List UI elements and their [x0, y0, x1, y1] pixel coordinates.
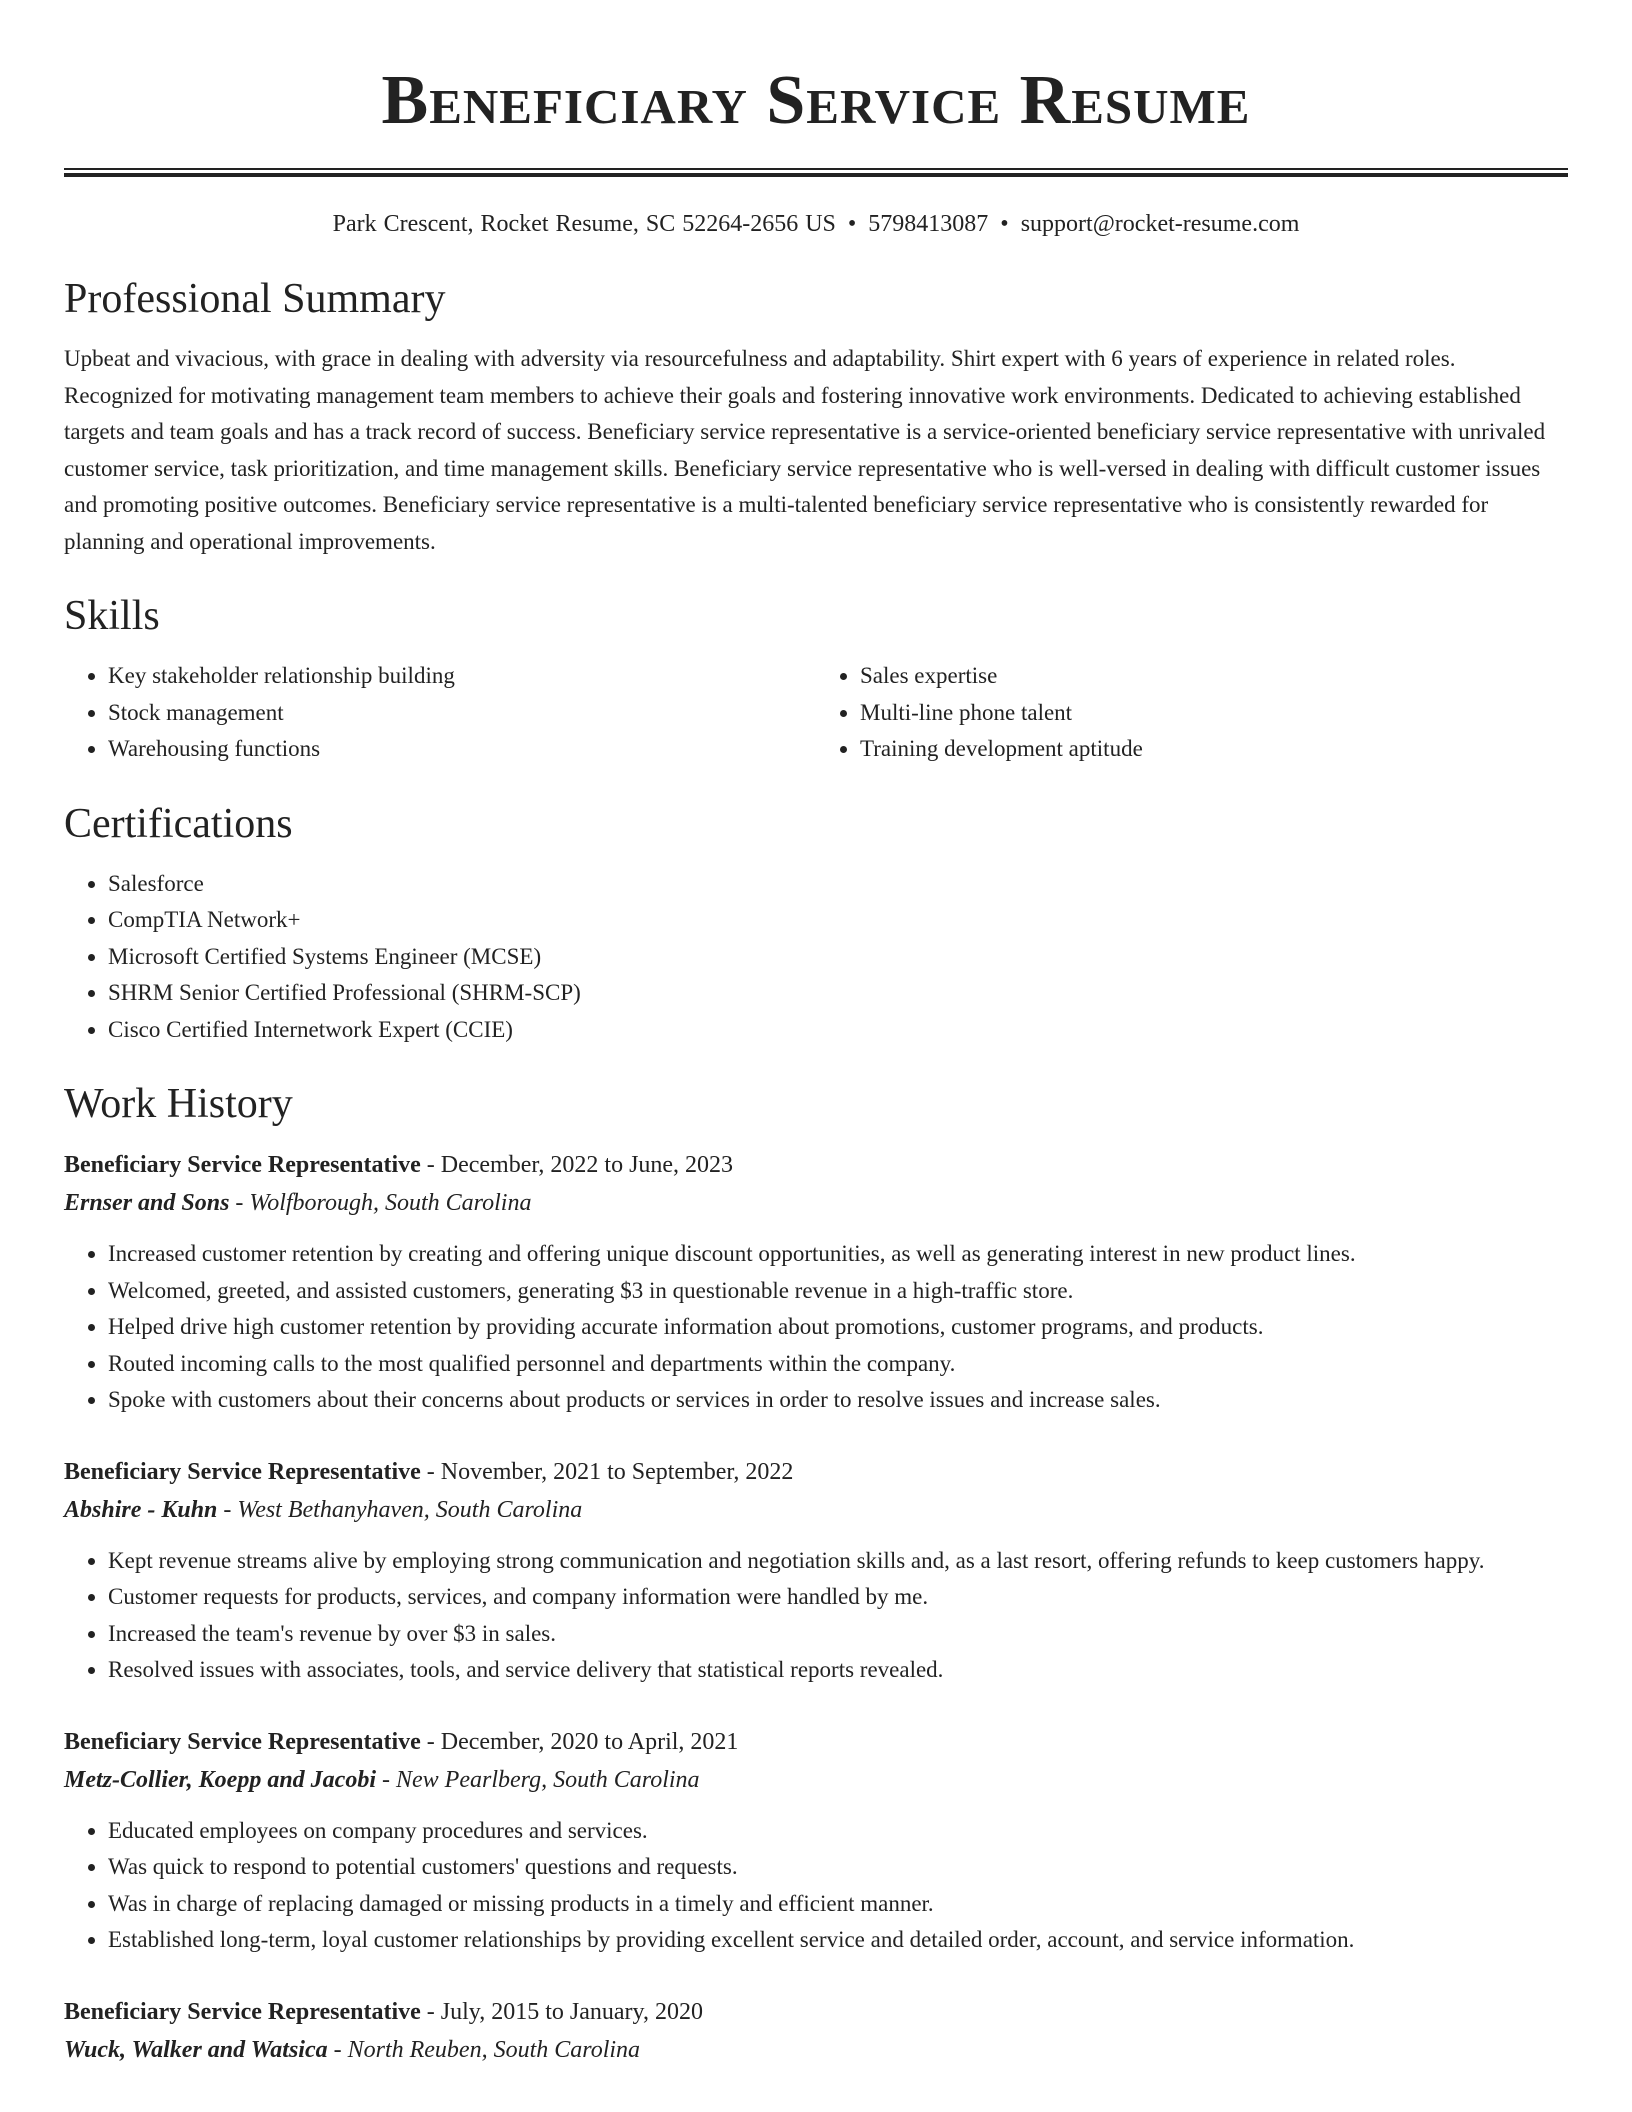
job-bullet: • Helped drive high customer retention by providing accurate information about promotions, customer programs, and products. — [108, 1309, 1568, 1346]
contact-separator: • — [847, 211, 857, 237]
job-title-line — [64, 1453, 1568, 1491]
company-line — [64, 1491, 1568, 1529]
contact-separator: • — [1000, 211, 1009, 237]
job-dates: - December, 2022 to June, 2023 — [420, 1152, 734, 1178]
contact-email: support@rocket-resume.com — [1020, 211, 1300, 237]
skill-item: • Sales expertise — [860, 658, 1568, 695]
company-location: - New Pearlberg, South Carolina — [376, 1766, 700, 1793]
work-history-heading: Work History — [64, 1081, 293, 1127]
certification-item: • SHRM Senior Certified Professional (SHRM-SCP) — [108, 975, 1568, 1012]
job-title-line — [64, 1993, 1568, 2031]
job-bullets — [64, 1543, 1568, 1689]
job-bullet: • Was in charge of replacing damaged or missing products in a timely and efficient manner. — [108, 1886, 1568, 1923]
certification-item: • Salesforce — [108, 866, 1568, 903]
certification-item: • Cisco Certified Internetwork Expert (CCIE) — [108, 1012, 1568, 1049]
skills-grid — [64, 658, 1568, 768]
job-bullet: • Was quick to respond to potential customers' questions and requests. — [108, 1849, 1568, 1886]
job-bullet: • Kept revenue streams alive by employing strong communication and negotiation skills and, as a last resort, offering refunds to keep customers happy. — [108, 1543, 1568, 1580]
certifications-list — [64, 866, 1568, 1049]
skill-item: • Warehousing functions — [108, 731, 816, 768]
company-line — [64, 2031, 1568, 2069]
job-bullet: • Educated employees on company procedures and services. — [108, 1813, 1568, 1850]
company-name: Metz-Collier, Koepp and Jacobi — [64, 1766, 376, 1793]
job-title: Beneficiary Service Representative — [64, 1728, 421, 1755]
job-bullet: • Customer requests for products, services, and company information were handled by me. — [108, 1579, 1568, 1616]
job-dates: - November, 2021 to September, 2022 — [420, 1458, 794, 1485]
job-entry — [64, 1723, 1568, 1959]
skill-item: • Training development aptitude — [860, 731, 1568, 768]
company-name: Wuck, Walker and Watsica — [64, 2036, 328, 2063]
company-name: Abshire - Kuhn — [64, 1496, 218, 1523]
certification-item: • CompTIA Network+ — [108, 902, 1568, 939]
job-entry — [64, 1146, 1568, 1419]
skill-item: • Multi-line phone talent — [860, 695, 1568, 732]
title-divider — [64, 168, 1568, 177]
summary-text: Upbeat and vivacious, with grace in dealing with adversity via resourcefulness and adaptability. Shirt expert with 6 years of experience in related roles. Recognized for motivating management team members to achieve their goals and fostering innovative work environments. Dedicated to achieving established targets and team goals and has a track record of success. Beneficiary service representative is a service-oriented beneficiary service representative with unrivaled customer service, task prioritization, and time management skills. Beneficiary service representative who is well-versed in dealing with difficult customer issues and promoting positive outcomes. Beneficiary service representative is a multi-talented beneficiary service representative who is consistently rewarded for planning and operational improvements. — [64, 346, 1546, 554]
job-bullet: • Resolved issues with associates, tools, and service delivery that statistical reports revealed. — [108, 1652, 1568, 1689]
job-bullet: • Spoke with customers about their concerns about products or services in order to resolve issues and increase sales. — [108, 1382, 1568, 1419]
certification-item: • Microsoft Certified Systems Engineer (MCSE) — [108, 939, 1568, 976]
skill-item: • Stock management — [108, 695, 816, 732]
job-bullets — [64, 1813, 1568, 1959]
job-bullet: • Welcomed, greeted, and assisted customers, generating $3 in questionable revenue in a high-traffic store. — [108, 1273, 1568, 1310]
summary-heading: Professional Summary — [64, 276, 446, 322]
contact-address: Park Crescent, Rocket Resume, SC 52264-2656 US — [332, 211, 836, 237]
job-bullet: • Increased customer retention by creating and offering unique discount opportunities, as well as generating interest in new product lines. — [108, 1236, 1568, 1273]
certifications-heading: Certifications — [64, 800, 293, 847]
job-bullet: • Established long-term, loyal customer relationships by providing excellent service and detailed order, account, and service information. — [108, 1922, 1568, 1959]
skills-list-right — [816, 658, 1568, 768]
job-entry — [64, 1453, 1568, 1689]
job-dates: - July, 2015 to January, 2020 — [420, 1998, 703, 2025]
skills-list-left — [64, 658, 816, 768]
company-location: - North Reuben, South Carolina — [327, 2036, 641, 2063]
job-title: Beneficiary Service Representative — [64, 1458, 421, 1485]
job-title-line — [64, 1723, 1568, 1761]
skills-heading: Skills — [64, 593, 160, 639]
job-title: Beneficiary Service Representative — [64, 1998, 421, 2025]
company-line — [64, 1184, 1568, 1222]
job-entry — [64, 1993, 1568, 2069]
resume-title: Beneficiary Service Resume — [381, 62, 1251, 139]
job-title: Beneficiary Service Representative — [64, 1152, 421, 1178]
company-line — [64, 1761, 1568, 1799]
company-location: - West Bethanyhaven, South Carolina — [217, 1496, 583, 1523]
job-dates: - December, 2020 to April, 2021 — [420, 1728, 739, 1755]
contact-line — [64, 207, 1568, 241]
job-bullet: • Routed incoming calls to the most qualified personnel and departments within the company. — [108, 1346, 1568, 1383]
job-bullets — [64, 1236, 1568, 1419]
company-location: - Wolfborough, South Carolina — [229, 1190, 532, 1216]
job-bullet: • Increased the team's revenue by over $3 in sales. — [108, 1616, 1568, 1653]
job-title-line — [64, 1146, 1568, 1184]
company-name: Ernser and Sons — [64, 1190, 230, 1216]
contact-phone: 5798413087 — [868, 211, 989, 237]
skill-item: • Key stakeholder relationship building — [108, 658, 816, 695]
